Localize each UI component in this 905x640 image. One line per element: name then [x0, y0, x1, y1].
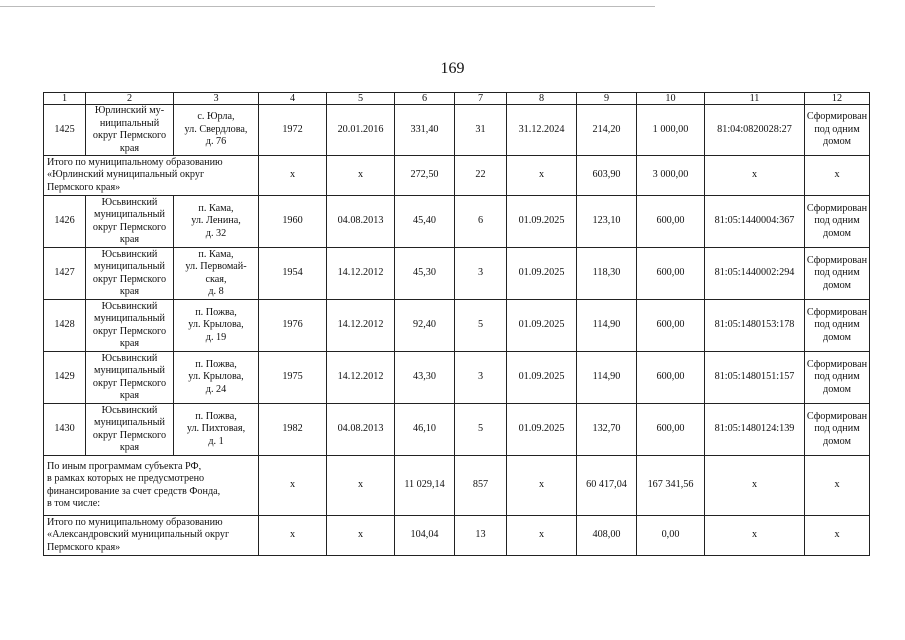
- column-header: 7: [455, 93, 507, 105]
- recognition-date-cell: 14.12.2012: [327, 248, 395, 300]
- total-value-cell: х: [705, 516, 805, 556]
- resettlement-date-cell: 01.09.2025: [507, 196, 577, 248]
- column-header: 6: [395, 93, 455, 105]
- total-value-cell: 167 341,56: [637, 456, 705, 516]
- column-header: 1: [44, 93, 86, 105]
- total-value-cell: 60 417,04: [577, 456, 637, 516]
- column-header: 2: [86, 93, 174, 105]
- cadastral-number-cell: 81:04:0820028:27: [705, 105, 805, 156]
- address-cell: с. Юрла, ул. Свердлова, д. 76: [174, 105, 259, 156]
- resettlement-date-cell: 01.09.2025: [507, 352, 577, 404]
- total-row: [44, 456, 870, 516]
- area-cell: 45,40: [395, 196, 455, 248]
- address-cell: п. Пожва, ул. Пихтовая, д. 1: [174, 404, 259, 456]
- resettlement-date-cell: 31.12.2024: [507, 105, 577, 156]
- residents-cell: 6: [455, 196, 507, 248]
- value-cell: 600,00: [637, 300, 705, 352]
- value-cell: 600,00: [637, 196, 705, 248]
- total-row: [44, 516, 870, 556]
- status-cell: Сформирован под одним домом: [805, 300, 870, 352]
- recognition-date-cell: 04.08.2013: [327, 196, 395, 248]
- recognition-date-cell: 14.12.2012: [327, 352, 395, 404]
- total-value-cell: х: [705, 456, 805, 516]
- residents-cell: 3: [455, 248, 507, 300]
- status-cell: Сформирован под одним домом: [805, 352, 870, 404]
- value-cell: 114,90: [577, 300, 637, 352]
- row-number: 1425: [44, 105, 86, 156]
- year-cell: 1982: [259, 404, 327, 456]
- residents-cell: 3: [455, 352, 507, 404]
- column-header: 8: [507, 93, 577, 105]
- municipality-cell: Юрлинский му- ниципальный округ Пермского края: [86, 105, 174, 156]
- year-cell: 1972: [259, 105, 327, 156]
- total-value-cell: х: [805, 516, 870, 556]
- status-cell: Сформирован под одним домом: [805, 404, 870, 456]
- housing-table: [43, 92, 870, 556]
- total-value-cell: 408,00: [577, 516, 637, 556]
- total-value-cell: 857: [455, 456, 507, 516]
- header-row: [44, 93, 870, 105]
- recognition-date-cell: 04.08.2013: [327, 404, 395, 456]
- total-value-cell: х: [507, 456, 577, 516]
- total-value-cell: 0,00: [637, 516, 705, 556]
- cadastral-number-cell: 81:05:1440002:294: [705, 248, 805, 300]
- cadastral-number-cell: 81:05:1480153:178: [705, 300, 805, 352]
- row-number: 1429: [44, 352, 86, 404]
- value-cell: 600,00: [637, 352, 705, 404]
- area-cell: 45,30: [395, 248, 455, 300]
- municipality-cell: Юсьвинский муниципальный округ Пермского края: [86, 196, 174, 248]
- status-cell: Сформирован под одним домом: [805, 196, 870, 248]
- value-cell: 123,10: [577, 196, 637, 248]
- value-cell: 600,00: [637, 248, 705, 300]
- address-cell: п. Кама, ул. Первомай- ская, д. 8: [174, 248, 259, 300]
- cadastral-number-cell: 81:05:1480151:157: [705, 352, 805, 404]
- total-value-cell: 11 029,14: [395, 456, 455, 516]
- value-cell: 118,30: [577, 248, 637, 300]
- table-row: [44, 300, 870, 352]
- address-cell: п. Пожва, ул. Крылова, д. 24: [174, 352, 259, 404]
- total-label: Итого по муниципальному образованию «Юрлинский муниципальный округ Пермского края»: [44, 156, 259, 196]
- value-cell: 114,90: [577, 352, 637, 404]
- area-cell: 331,40: [395, 105, 455, 156]
- cadastral-number-cell: 81:05:1480124:139: [705, 404, 805, 456]
- municipality-cell: Юсьвинский муниципальный округ Пермского края: [86, 352, 174, 404]
- total-value-cell: х: [259, 516, 327, 556]
- year-cell: 1975: [259, 352, 327, 404]
- area-cell: 43,30: [395, 352, 455, 404]
- recognition-date-cell: 20.01.2016: [327, 105, 395, 156]
- table-row: [44, 196, 870, 248]
- total-value-cell: х: [327, 516, 395, 556]
- total-value-cell: х: [327, 456, 395, 516]
- column-header: 5: [327, 93, 395, 105]
- table-row: [44, 105, 870, 156]
- resettlement-date-cell: 01.09.2025: [507, 300, 577, 352]
- area-cell: 46,10: [395, 404, 455, 456]
- value-cell: 214,20: [577, 105, 637, 156]
- area-cell: 92,40: [395, 300, 455, 352]
- residents-cell: 5: [455, 300, 507, 352]
- status-cell: Сформирован под одним домом: [805, 105, 870, 156]
- top-rule: [0, 6, 655, 7]
- value-cell: 600,00: [637, 404, 705, 456]
- row-number: 1430: [44, 404, 86, 456]
- row-number: 1426: [44, 196, 86, 248]
- total-value-cell: х: [805, 156, 870, 196]
- total-label: По иным программам субъекта РФ, в рамках которых не предусмотрено финансирование за счет средств Фонда, в том числе:: [44, 456, 259, 516]
- column-header: 12: [805, 93, 870, 105]
- address-cell: п. Кама, ул. Ленина, д. 32: [174, 196, 259, 248]
- municipality-cell: Юсьвинский муниципальный округ Пермского края: [86, 404, 174, 456]
- status-cell: Сформирован под одним домом: [805, 248, 870, 300]
- value-cell: 132,70: [577, 404, 637, 456]
- year-cell: 1954: [259, 248, 327, 300]
- column-header: 9: [577, 93, 637, 105]
- resettlement-date-cell: 01.09.2025: [507, 248, 577, 300]
- total-value-cell: х: [327, 156, 395, 196]
- residents-cell: 5: [455, 404, 507, 456]
- total-value-cell: х: [507, 156, 577, 196]
- column-header: 3: [174, 93, 259, 105]
- table-row: [44, 404, 870, 456]
- total-value-cell: х: [705, 156, 805, 196]
- table-row: [44, 352, 870, 404]
- total-value-cell: 272,50: [395, 156, 455, 196]
- total-value-cell: х: [259, 456, 327, 516]
- column-header: 4: [259, 93, 327, 105]
- address-cell: п. Пожва, ул. Крылова, д. 19: [174, 300, 259, 352]
- page-number: 169: [440, 60, 465, 77]
- table-row: [44, 248, 870, 300]
- column-header: 10: [637, 93, 705, 105]
- total-value-cell: х: [259, 156, 327, 196]
- residents-cell: 31: [455, 105, 507, 156]
- total-value-cell: 13: [455, 516, 507, 556]
- total-value-cell: 22: [455, 156, 507, 196]
- total-row: [44, 156, 870, 196]
- municipality-cell: Юсьвинский муниципальный округ Пермского края: [86, 300, 174, 352]
- resettlement-date-cell: 01.09.2025: [507, 404, 577, 456]
- total-value-cell: 104,04: [395, 516, 455, 556]
- recognition-date-cell: 14.12.2012: [327, 300, 395, 352]
- total-value-cell: х: [507, 516, 577, 556]
- year-cell: 1976: [259, 300, 327, 352]
- municipality-cell: Юсьвинский муниципальный округ Пермского края: [86, 248, 174, 300]
- total-value-cell: х: [805, 456, 870, 516]
- cadastral-number-cell: 81:05:1440004:367: [705, 196, 805, 248]
- total-value-cell: 3 000,00: [637, 156, 705, 196]
- year-cell: 1960: [259, 196, 327, 248]
- total-label: Итого по муниципальному образованию «Александровский муниципальный округ Пермского края»: [44, 516, 259, 556]
- value-cell: 1 000,00: [637, 105, 705, 156]
- total-value-cell: 603,90: [577, 156, 637, 196]
- row-number: 1427: [44, 248, 86, 300]
- row-number: 1428: [44, 300, 86, 352]
- column-header: 11: [705, 93, 805, 105]
